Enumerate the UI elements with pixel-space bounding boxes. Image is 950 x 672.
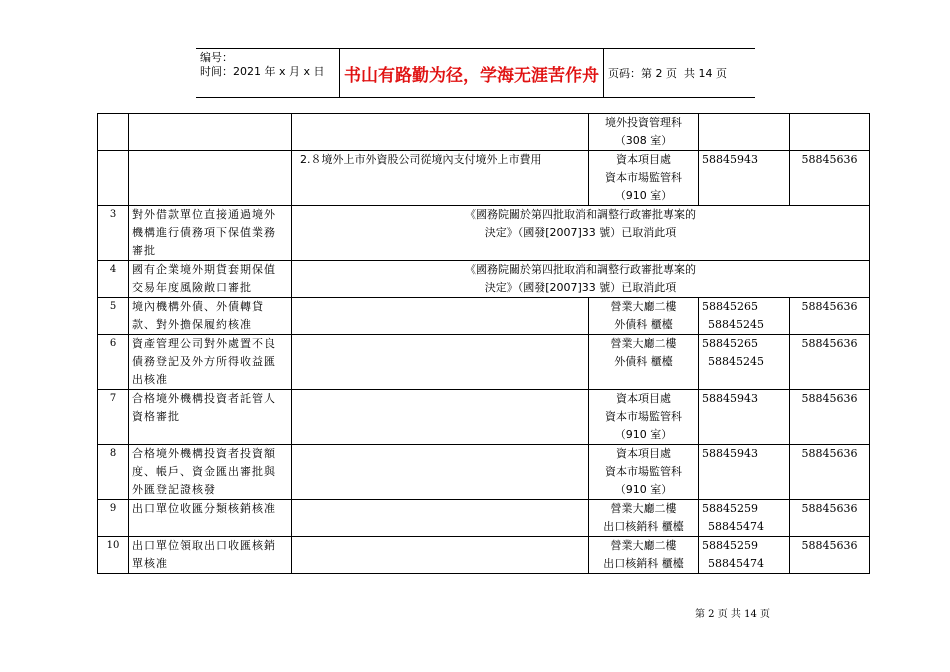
item-name-line: 出口單位領取出口收匯核銷 <box>132 539 276 552</box>
header-motto: 书山有路勤为径，学海无涯苦作舟 <box>339 49 604 97</box>
department-line: 營業大廳二樓 <box>610 502 677 515</box>
item-name-line: 合格境外機構投資者託管人 <box>132 392 276 405</box>
handling-department <box>589 445 699 500</box>
department-line: 出口核銷科 櫃檯 <box>603 520 684 533</box>
department-line: 出口核銷科 櫃檯 <box>603 557 684 570</box>
department-line: （308 室） <box>614 134 673 147</box>
cancelled-note <box>292 206 870 261</box>
handling-department <box>589 114 699 151</box>
department-line: 資本項目處 <box>616 447 671 460</box>
department-line: 外債科 櫃檯 <box>614 355 673 368</box>
phone-line: 58845943 <box>702 392 758 405</box>
sub-item <box>292 537 589 574</box>
consult-phone: 58845636 <box>790 445 870 500</box>
item-name-line: 對外借款單位直接通過境外 <box>132 208 276 221</box>
phone-line: 58845259 <box>702 539 758 552</box>
table-row <box>98 445 870 500</box>
item-number: 7 <box>98 390 129 445</box>
phone-line: 58845245 <box>708 355 764 368</box>
item-number: 6 <box>98 335 129 390</box>
phone-line: 58845474 <box>708 557 764 570</box>
cancelled-note-line: 《國務院關於第四批取消和調整行政審批專案的 <box>465 263 696 276</box>
item-number: 8 <box>98 445 129 500</box>
sub-item <box>292 298 589 335</box>
item-name-line: 出口單位收匯分類核銷核准 <box>132 502 276 515</box>
table-row <box>98 390 870 445</box>
item-name <box>129 298 292 335</box>
table-row <box>98 261 870 298</box>
contact-phone <box>699 114 790 151</box>
item-name-line: 單核准 <box>132 557 168 570</box>
item-name-line: 出核准 <box>132 373 168 386</box>
table-row <box>98 114 870 151</box>
table-row <box>98 298 870 335</box>
approval-table <box>97 113 870 574</box>
department-line: 營業大廳二樓 <box>610 300 677 313</box>
consult-phone: 58845636 <box>790 298 870 335</box>
item-name-line: 機構進行債務項下保值業務 <box>132 226 276 239</box>
contact-phone <box>699 335 790 390</box>
sub-item <box>292 500 589 537</box>
table-row <box>98 335 870 390</box>
contact-phone <box>699 151 790 206</box>
table-row <box>98 151 870 206</box>
item-number <box>98 151 129 206</box>
handling-department <box>589 298 699 335</box>
table-row <box>98 537 870 574</box>
item-name <box>129 335 292 390</box>
item-name-line: 資格審批 <box>132 410 180 423</box>
consult-phone: 58845636 <box>790 151 870 206</box>
item-name-line: 外匯登記證核發 <box>132 483 216 496</box>
phone-line: 58845245 <box>708 318 764 331</box>
department-line: 營業大廳二樓 <box>610 539 677 552</box>
page-footer: 第 2 页 共 14 页 <box>695 609 770 620</box>
cancelled-note-line: 決定》（國發[2007]33 號）已取消此項 <box>484 226 677 239</box>
sub-item: 2.８境外上市外資股公司從境內支付境外上市費用 <box>292 151 589 206</box>
item-number: 3 <box>98 206 129 261</box>
department-line: 資本項目處 <box>616 153 671 166</box>
table-row <box>98 206 870 261</box>
cancelled-note-line: 決定》（國發[2007]33 號）已取消此項 <box>484 281 677 294</box>
department-line: 資本市場監管科 <box>605 465 682 478</box>
table-row <box>98 500 870 537</box>
item-name <box>129 390 292 445</box>
item-name-line: 國有企業境外期貨套期保值 <box>132 263 276 276</box>
item-number <box>98 114 129 151</box>
phone-line: 58845943 <box>702 153 758 166</box>
item-number: 5 <box>98 298 129 335</box>
contact-phone <box>699 298 790 335</box>
phone-line: 58845474 <box>708 520 764 533</box>
item-name <box>129 206 292 261</box>
item-name-line: 資產管理公司對外處置不良 <box>132 337 276 350</box>
item-name <box>129 261 292 298</box>
department-line: （910 室） <box>614 189 673 202</box>
phone-line: 58845265 <box>702 300 758 313</box>
item-name <box>129 500 292 537</box>
item-name-line: 境內機構外債、外債轉貸 <box>132 300 264 313</box>
phone-line: 58845265 <box>702 337 758 350</box>
item-name-line: 交易年度風險敞口審批 <box>132 281 252 294</box>
department-line: 營業大廳二樓 <box>610 337 677 350</box>
contact-phone <box>699 500 790 537</box>
item-name-line: 款、對外擔保履約核准 <box>132 318 252 331</box>
item-name <box>129 151 292 206</box>
page-header <box>196 48 755 98</box>
handling-department <box>589 335 699 390</box>
consult-phone: 58845636 <box>790 390 870 445</box>
item-name-line: 審批 <box>132 244 156 257</box>
consult-phone: 58845636 <box>790 537 870 574</box>
cancelled-note-line: 《國務院關於第四批取消和調整行政審批專案的 <box>465 208 696 221</box>
sub-item <box>292 445 589 500</box>
sub-item <box>292 335 589 390</box>
item-number: 10 <box>98 537 129 574</box>
contact-phone <box>699 537 790 574</box>
cancelled-note <box>292 261 870 298</box>
header-meta <box>200 51 340 79</box>
item-name-line: 債務登記及外方所得收益匯 <box>132 355 276 368</box>
header-page-info <box>608 49 727 97</box>
sub-item <box>292 114 589 151</box>
department-line: 資本市場監管科 <box>605 410 682 423</box>
handling-department <box>589 500 699 537</box>
department-line: （910 室） <box>614 428 673 441</box>
handling-department <box>589 537 699 574</box>
department-line: 資本項目處 <box>616 392 671 405</box>
contact-phone <box>699 445 790 500</box>
department-line: （910 室） <box>614 483 673 496</box>
item-name <box>129 114 292 151</box>
department-line: 外債科 櫃檯 <box>614 318 673 331</box>
consult-phone: 58845636 <box>790 500 870 537</box>
item-name-line: 合格境外機構投資者投資額 <box>132 447 276 460</box>
handling-department <box>589 390 699 445</box>
item-number: 9 <box>98 500 129 537</box>
item-number: 4 <box>98 261 129 298</box>
sub-item <box>292 390 589 445</box>
time-label: 时间：2021 年 x 月 x 日 <box>200 65 325 78</box>
item-name-line: 度、帳戶、資金匯出審批與 <box>132 465 276 478</box>
page-label: 页码：第 2 页 共 14 页 <box>608 67 727 80</box>
department-line: 資本市場監管科 <box>605 171 682 184</box>
handling-department <box>589 151 699 206</box>
department-line: 境外投資管理科 <box>605 116 682 129</box>
consult-phone <box>790 114 870 151</box>
phone-line: 58845259 <box>702 502 758 515</box>
contact-phone <box>699 390 790 445</box>
number-label: 编号： <box>200 51 233 64</box>
phone-line: 58845943 <box>702 447 758 460</box>
consult-phone: 58845636 <box>790 335 870 390</box>
item-name <box>129 445 292 500</box>
item-name <box>129 537 292 574</box>
